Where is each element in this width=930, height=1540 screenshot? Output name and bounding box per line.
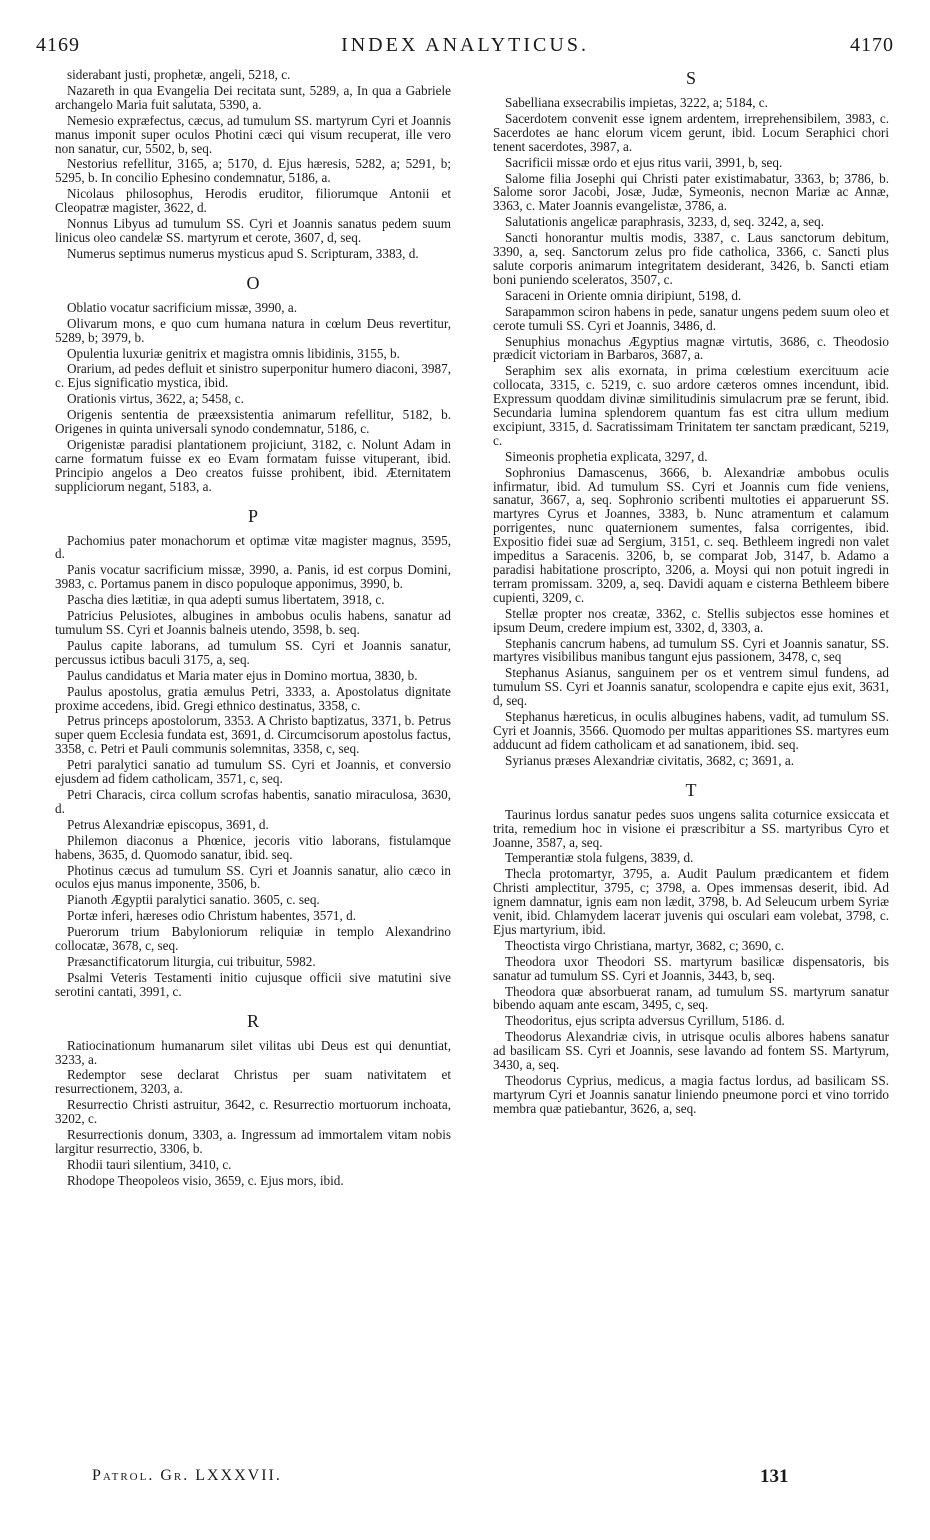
index-entry: Portæ inferi, hæreses odio Christum habentes, 3571, d. [67, 908, 356, 924]
index-entry: Resurrectio Christi astruitur, 3642, c. Resurrectio mortuorum inchoata, 3202, c. [55, 1097, 451, 1127]
index-entry: Puerorum trium Babyloniorum reliquiæ in templo Alexandrino collocatæ, 3678, c, seq. [55, 924, 451, 954]
index-entry: Numerus septimus numerus mysticus apud S. Scripturam, 3383, d. [67, 245, 419, 261]
index-entry: Resurrectionis donum, 3303, a. Ingressum ad immortalem vitam nobis largitur resurrectio, 3306, b. [55, 1127, 451, 1156]
index-entry: Paulus capite laborans, ad tumulum SS. Cyri et Joannis sanatur, percussus ictibus baculi 3175, a, seq. [55, 637, 451, 667]
index-entry: Theoctista virgo Christiana, martyr, 3682, c; 3690, c. [505, 937, 785, 953]
section-letter: O [246, 272, 260, 293]
sheet-number: 131 [760, 1466, 789, 1487]
index-entry: Paulus apostolus, gratia æmulus Petri, 3333, a. Apostolatus dignitate proxime accedens, ibid. Gregi ethnico destinatus, 3358, c. [55, 683, 451, 713]
index-entry: Sancti honorantur multis modis, 3387, c. Laus sanctorum debitum, 3390, a, seq. Sanctorum zelus pro fide catholica, 3366, c. Sancti plus salute corporis animarum integritatem desiderant, 3426, b. Sancti etiam boni puniendo sceleratos, 3507, c. [493, 230, 889, 287]
index-entry: Theodora quæ absorbuerat ranam, ad tumulum SS. martyrum sanatur bibendo aquam ante escam, 3495, c, seq. [493, 983, 889, 1013]
index-entry: Rhodii tauri silentium, 3410, c. [67, 1156, 232, 1172]
index-entry: siderabant justi, prophetæ, angeli, 5218, c. [67, 67, 291, 82]
index-entry: Pianoth Ægyptii paralytici sanatio. 3605, c. seq. [67, 892, 320, 908]
index-entry: Sarapammon sciron habens in pede, sanatur ungens pedem suum oleo et cerote tumuli SS. Cyri et Joannis, 3486, d. [493, 303, 889, 333]
index-entry: Taurinus lordus sanatur pedes suos ungens salita coturnice exsiccata et trita, remedium hoc in visione ei præscribitur a SS. martyribus Cyro et Joanne, 3587, a, seq. [493, 806, 889, 850]
index-entry: Redemptor sese declarat Christus per suam nativitatem et resurrectionem, 3203, a. [55, 1067, 451, 1097]
index-entry: Saraceni in Oriente omnia diripiunt, 5198, d. [505, 287, 742, 303]
index-entry: Salutationis angelicæ paraphrasis, 3233, d, seq. 3242, a, seq. [505, 214, 825, 230]
index-entry: Stephanus Asianus, sanguinem per os et ventrem simul fundens, ad tumulum SS. Cyri et Joannis sanatur, scolopendra e capite ejus exit, 3631, d, seq. [493, 665, 889, 709]
index-entry: Oblatio vocatur sacrificium missæ, 3990, a. [67, 299, 298, 315]
index-entry: Sacrificii missæ ordo et ejus ritus varii, 3991, b, seq. [505, 154, 783, 170]
index-entry: Præsanctificatorum liturgia, cui tribuitur, 5982. [67, 953, 316, 969]
index-entry: Olivarum mons, e quo cum humana natura in cœlum Deus revertitur, 5289, b; 3979, b. [55, 315, 451, 345]
page-number-left: 4169 [36, 34, 80, 56]
index-entry: Temperantiæ stola fulgens, 3839, d. [505, 850, 694, 866]
index-entry: Philemon diaconus a Phœnice, jecoris vitio laborans, fistulamque habens, 3635, d. Quomodo sanatur, ibid. seq. [55, 832, 451, 862]
index-entry: Pachomius pater monachorum et optimæ vitæ magister magnus, 3595, d. [55, 532, 451, 562]
index-entry: Petrus Alexandriæ episcopus, 3691, d. [67, 816, 269, 832]
index-entry: Senuphius monachus Ægyptius magnæ virtutis, 3686, c. Theodosio prædicit victoriam in Barbaros, 3687, a. [493, 333, 889, 363]
index-entry: Theodora uxor Theodori SS. martyrum basilicæ dispensatoris, bis sanatur ad tumulum SS. Cyri et Joannis, 3443, b, seq. [493, 953, 889, 983]
index-entry: Ratiocinationum humanarum silet vilitas ubi Deus est qui denuntiat, 3233, a. [55, 1037, 451, 1067]
index-entry: Psalmi Veteris Testamenti initio cujusque officii sive matutini sive serotini cantati, 3991, c. [55, 969, 451, 999]
index-entry: Simeonis prophetia explicata, 3297, d. [505, 448, 708, 464]
index-entry: Rhodope Theopoleos visio, 3659, c. Ejus mors, ibid. [67, 1172, 344, 1188]
index-entry: Salome filia Josephi qui Christi pater existimabatur, 3363, b; 3786, b. Salome soror Jacobi, Josæ, Judæ, Symeonis, necnon Mariæ ac Annæ, 3363, c. Mater Joannis evangelistæ, 3786, a. [493, 170, 889, 214]
index-entry: Theodoritus, ejus scripta adversus Cyrillum, 5186. d. [505, 1013, 785, 1029]
index-entry: Thecla protomartyr, 3795, a. Audit Paulum prædicantem et fidem Christi amplectitur, 3795, c; 3798, a. Opes immensas deserit, ibid. Ad ignem damnatur, ignis eam non lædit, 3798, b. Ad Seleucum urbem Syriæ venit, ibid. Chlamydem laceraт juvenis qui osculari eam volebat, 3798, c. Ejus martyrium, ibid. [493, 866, 889, 937]
index-entry: Sacerdotem convenit esse ignem ardentem, irreprehensibilem, 3983, c. Sacerdotes ae hanc elorum vicem gerunt, ibid. Locum Seraphici chori tenent sacerdotes, 3987, a. [493, 110, 889, 154]
section-letter: S [685, 68, 696, 88]
page-title: INDEX ANALYTICUS. [341, 34, 589, 56]
index-entry: Nestorius refellitur, 3165, a; 5170, d. Ejus hæresis, 5282, a; 5291, b; 5295, b. In concilio Ephesino condemnatur, 5186, a. [55, 156, 451, 186]
index-entry: Theodorus Alexandriæ civis, in utrisque oculis albores habens sanatur ad basilicam SS. Cyri et Joannis, sese lavando ad fontem SS. Martyrum, 3430, a, seq. [493, 1029, 889, 1073]
index-entry: Stellæ propter nos creatæ, 3362, c. Stellis subjectos esse homines et ipsum Deum, credere impium est, 3302, d, 3303, a. [493, 605, 889, 635]
index-entry: Stephanis cancrum habens, ad tumulum SS. Cyri et Joannis sanatur, SS. martyres visibilibus manibus tangunt ejus passionem, 3478, c, seq [493, 635, 889, 665]
left-column [55, 68, 451, 1190]
index-entry: Petrus princeps apostolorum, 3353. A Christo baptizatus, 3371, b. Petrus super quem Ecclesia fundata est, 3691, d. Circumcisorum apostolus factus, 3358, c. Petri et Pauli communis solemnitas, 3358, c, seq. [55, 713, 451, 757]
index-entry: Origenis sententia de præexsistentia animarum refellitur, 5182, b. Origenes in quinta universali synodo condemnatur, 5186, c. [55, 407, 451, 437]
index-entry: Syrianus præses Alexandriæ civitatis, 3682, c; 3691, a. [505, 752, 794, 768]
index-entry: Panis vocatur sacrificium missæ, 3990, a. Panis, id est corpus Domini, 3983, c. Portamus panem in disco populoque apponimus, 3990, b. [55, 562, 451, 592]
index-entry: Petri Characis, circa collum scrofas habentis, sanatio miraculosa, 3630, d. [55, 786, 451, 816]
index-entry: Sophronius Damascenus, 3666, b. Alexandriæ ambobus oculis infirmatur, ibid. Ad tumulum SS. Cyri et Joannis cum fide veniens, sanatur, 3667, a, seq. Sophronio scribenti multoties ei apparuerunt SS. martyres Cyrus et Joannes, 3383, b. Nunc atramentum et calamum porrigentes, nunc quaternionem sumentes, falsa corrigentes, ibid. Expositio fidei suæ ad Sergium, 3151, c. seq. Bethleem ingredi non valet impeditus a Saracenis. 3206, b, se comparat Job, 3147, b. Adamo a paradisi habitatione proscripto, 3206, a. Moysi qui non potuit ingredi in terram promissam. 3209, a, seq. Davidi aquam e cisterna Bethleem bibere cupienti, 3209, c. [493, 464, 889, 605]
index-entry: Nazareth in qua Evangelia Dei recitata sunt, 5289, a, In qua a Gabriele archangelo Maria fuit salutata, 5390, a. [55, 82, 451, 112]
index-entry: Nonnus Libyus ad tumulum SS. Cyri et Joannis sanatus pedem suum linicus oleo candelæ SS. martyrum et cerote, 3607, d, seq. [55, 216, 451, 245]
index-entry: Opulentia luxuriæ genitrix et magistra omnis libidinis, 3155, b. [67, 345, 400, 361]
index-entry: Nemesio expræfectus, cæcus, ad tumulum SS. martyrum Cyri et Joannis manus imponit super oculos Photini cæci qui visum recuperat, ille vero non sanatur, cur, 5502, b, seq. [55, 112, 451, 156]
section-letter: P [247, 505, 258, 526]
page-number-right: 4170 [850, 34, 894, 56]
index-entry: Petri paralytici sanatio ad tumulum SS. Cyri et Joannis, et conversio ejusdem ad fidem catholicam, 3571, c, seq. [55, 757, 451, 787]
section-letter: R [246, 1010, 259, 1031]
index-entry: Nicolaus philosophus, Herodis eruditor, filiorumque Antonii et Cleopatræ magister, 3622, d. [55, 186, 451, 216]
index-entry: Photinus cæcus ad tumulum SS. Cyri et Joannis sanatur, alio cæco in oculos ejus manus imponente, 3506, b. [55, 862, 451, 892]
running-header [36, 34, 894, 64]
index-entry: Orationis virtus, 3622, a; 5458, c. [67, 391, 244, 407]
index-entry: Orarium, ad pedes defluit et sinistro superponitur humero diaconi, 3987, c. Ejus significatio mystica, ibid. [55, 361, 451, 391]
index-entry: Paulus candidatus et Maria mater ejus in Domino mortua, 3830, b. [67, 667, 418, 683]
index-entry: Origenistæ paradisi plantationem projiciunt, 3182, c. Nolunt Adam in carne formatum fuisse ex eo Evam formatam fuisse vituperant, ibid. Principio angelos a Deo creatos fuisse prohibent, ibid. Æternitatem suppliciorum negant, 5183, a. [55, 436, 451, 494]
index-entry: Patricius Pelusiotes, albugines in ambobus oculis habens, sanatur ad tumulum SS. Cyri et Joannis balneis utendo, 3598, b. seq. [55, 608, 451, 637]
index-entry: Stephanus hæreticus, in oculis albugines habens, vadit, ad tumulum SS. Cyri et Joannis, 3566. Quomodo per multas apparitiones SS. martyres eum adducunt ad fidem catholicam et ad sanationem, ibid. seq. [493, 709, 889, 752]
index-entry: Theodorus Cyprius, medicus, a magia factus lordus, ad basilicam SS. martyrum Cyri et Joannis sanatur liniendo pneumone porci et vino torrido membra quæ patiebantur, 3626, a, seq. [493, 1073, 889, 1116]
index-entry: Pascha dies lætitiæ, in qua adepti sumus libertatem, 3918, c. [67, 592, 385, 608]
index-entry: Seraphim sex alis exornata, in prima cœlestium exercituum acie collocata, 3315, c. 5219, c. suo ardore cæteros omnes incendunt, ibid. Expressum quoddam divinæ similitudinis simulacrum præ se ferunt, ibid. Secundaria lumina splendorem quantum fas est citra ullum medium excipiunt, 3315, d. Sacratissimam Trinitatem ter sanctam prædicant, 5219, c. [493, 363, 889, 448]
right-column [493, 68, 889, 1118]
section-letter: T [685, 779, 697, 800]
volume-signature: Patrol. Gr. LXXXVII. [92, 1467, 282, 1484]
index-entry: Sabelliana exsecrabilis impietas, 3222, a; 5184, c. [505, 95, 768, 110]
